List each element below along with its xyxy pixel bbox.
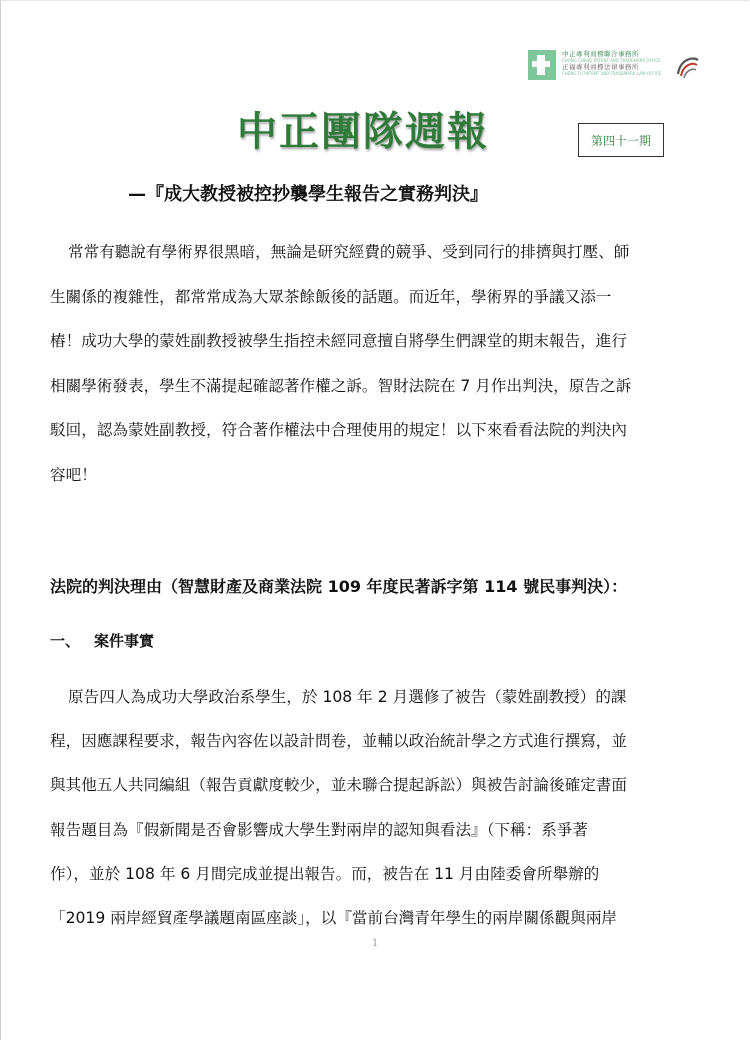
logo-line-2: CHUNG CHENG PATENT AND TRADEMARK OFFICE xyxy=(562,58,661,63)
facts-line: 報告題目為『假新聞是否會影響成大學生對兩岸的認知與看法』（下稱：系爭著 xyxy=(50,820,588,839)
logo-text xyxy=(562,50,674,76)
court-reasoning-heading: 法院的判決理由（智慧財產及商業法院 109 年度民著訴字第 114 號民事判決）： xyxy=(50,577,628,596)
facts-line: 原告四人為成功大學政治系學生，於 108 年 2 月選修了被告（蒙姓副教授）的課 xyxy=(68,688,627,706)
intro-line: 容吧！ xyxy=(50,465,97,484)
section-heading-facts xyxy=(50,628,154,654)
intro-paragraph xyxy=(50,230,698,497)
newsletter-title: 中正團隊週報 xyxy=(237,109,489,155)
facts-line: 程，因應課程要求，報告內容佐以設計問卷，並輔以政治統計學之方式進行撰寫，並 xyxy=(50,732,627,751)
logo-swirl-icon xyxy=(674,52,700,82)
intro-line: 常常有聽說有學術界很黑暗，無論是研究經費的競爭、受到同行的排擠與打壓、師 xyxy=(68,243,630,261)
intro-line: 駁回，認為蒙姓副教授，符合著作權法中合理使用的規定！以下來看看法院的判決內 xyxy=(50,421,627,439)
facts-line: 作），並於 108 年 6 月間完成並提出報告。而，被告在 11 月由陸委會所舉辦的 xyxy=(50,864,600,883)
logo-line-4: CHENG FU PATENT AND TRADEMARK LAW OFFICE xyxy=(562,71,662,76)
intro-line: 相關學術發表，學生不滿提起確認著作權之訴。智財法院在 7 月作出判決，原告之訴 xyxy=(50,376,632,395)
article-subtitle: —『成大教授被控抄襲學生報告之實務判決』 xyxy=(128,184,488,205)
page-number: 1 xyxy=(371,938,379,949)
logo-line-1: 中正專利商標聯合事務所 xyxy=(562,50,639,58)
logo-mark-icon xyxy=(528,50,556,80)
facts-line: 「2019 兩岸經貿產學議題南區座談」，以『當前台灣青年學生的兩岸關係觀與兩岸 xyxy=(50,909,618,928)
logo-line-3: 正福專利商標法律事務所 xyxy=(562,63,639,71)
section-number: 一、 xyxy=(50,632,81,650)
firm-logo xyxy=(528,50,700,84)
intro-line: 生關係的複雜性，都常常成為大眾茶餘飯後的話題。而近年，學術界的爭議又添一 xyxy=(50,287,612,306)
facts-paragraph xyxy=(50,675,698,940)
issue-number-badge: 第四十一期 xyxy=(578,123,664,157)
intro-line: 樁！成功大學的蒙姓副教授被學生指控未經同意擅自將學生們課堂的期末報告，進行 xyxy=(50,332,627,350)
facts-line: 與其他五人共同編組（報告貢獻度較少，並未聯合提起訴訟）與被告討論後確定書面 xyxy=(50,776,627,795)
section-title: 案件事實 xyxy=(94,632,155,650)
